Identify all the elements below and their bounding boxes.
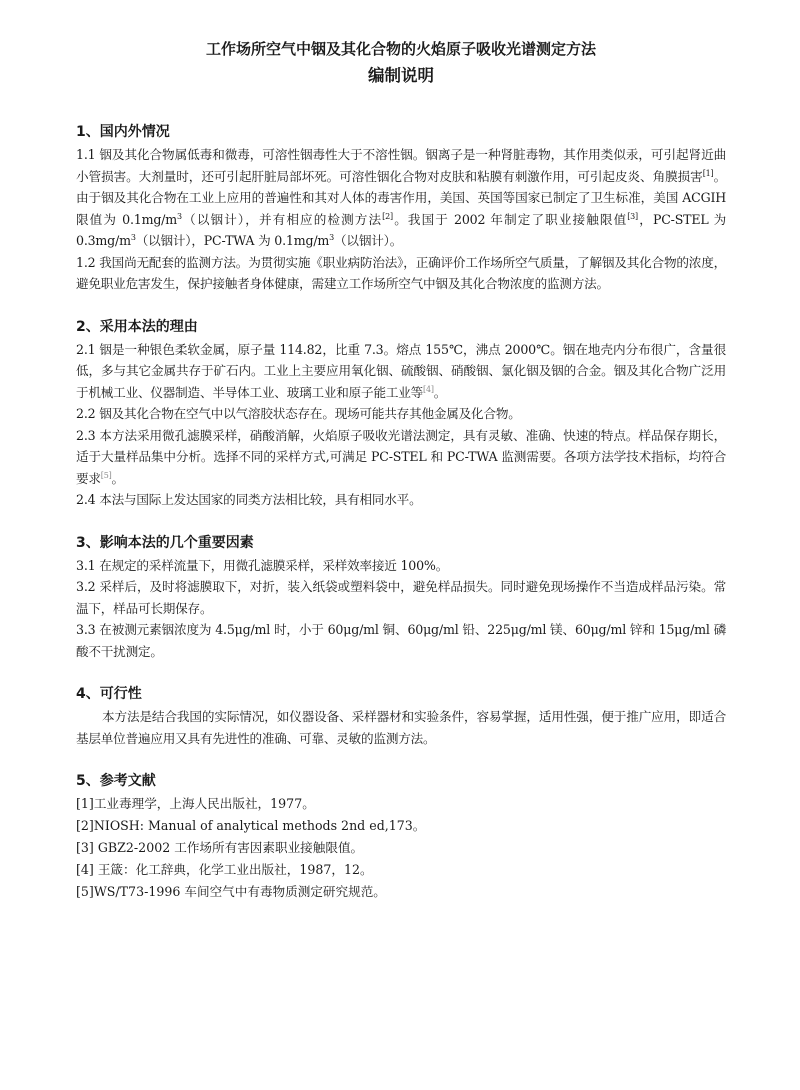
citation-2: [2]: [382, 211, 393, 221]
paragraph-2-3: [76, 425, 726, 490]
text-run: （以铟计），并有相应的检测方法: [181, 211, 383, 227]
document-title: 工作场所空气中铟及其化合物的火焰原子吸收光谱测定方法: [205, 40, 596, 58]
citation-3: [3]: [627, 211, 638, 221]
text-run: 1.1 铟及其化合物属低毒和微毒，可溶性铟毒性大于不溶性铟。铟离子是一种肾脏毒物，其作用类似汞，可引起肾近曲小管损害。大剂量时，还可引起肝脏局部坏死。可溶性铟化合物对皮肤和粘膜有刺激作用，可引起皮炎、角膜损害: [76, 147, 726, 184]
text-run: 。: [433, 384, 447, 400]
text-run: （以铟计），PC-TWA 为 0.1mg/m: [135, 233, 330, 248]
paragraph-1-1: [76, 144, 726, 252]
paragraph-2-1: [76, 339, 726, 404]
citation-1: [1]: [702, 168, 714, 178]
text-run: 。: [111, 470, 124, 486]
paragraph-1-2: 1.2 我国尚无配套的监测方法。为贯彻实施《职业病防治法》，正确评价工作场所空气质量，了解铟及其化合物的浓度，避免职业危害发生，保护接触者身体健康，需建立工作场所空气中铟及其化合物浓度的监测方法。: [76, 254, 726, 291]
paragraph-3-1: 3.1 在规定的采样流量下，用微孔滤膜采样，采样效率接近 100%。: [76, 557, 449, 573]
text-run: 。由于铟及其化合物在工业上应用的普遍性和其对人体的毒害作用，美国、英国等国家已制定了卫生标准，美国 ACGIH 限值为 0.1mg/m: [76, 168, 726, 227]
section-1-heading: 1、国内外情况: [76, 124, 170, 140]
text-run: 。我国于 2002 年制定了职业接触限值: [392, 211, 628, 227]
paragraph-3-2: 3.2 采样后，及时将滤膜取下，对折，装入纸袋或塑料袋中，避免样品损失。同时避免现场操作不当造成样品污染。常温下，样品可长期保存。: [76, 579, 726, 616]
section-4-heading: 4、可行性: [76, 686, 142, 702]
reference-item: [1]工业毒理学，上海人民出版社，1977。: [76, 796, 315, 811]
section-5: [76, 771, 726, 903]
paragraph-2-2: 2.2 铟及其化合物在空气中以气溶胶状态存在。现场可能共存其他金属及化合物。: [76, 406, 521, 421]
section-5-heading: 5、参考文献: [76, 773, 156, 789]
text-run: 2.1 铟是一种银色柔软金属，原子量 114.82，比重 7.3。熔点 155℃，沸点 2000℃。铟在地壳内分布很广，含量很低，多与其它金属共存于矿石内。工业上主要应用氧化铟、硫酸铟、硝酸铟、氯化铟及铟的合金。铟及其化合物广泛用于机械工业、仪器制造、半导体工业、玻璃工业和原子能工业等: [76, 341, 726, 400]
section-3: [76, 533, 726, 663]
unit-superscript: 3: [176, 211, 182, 221]
section-3-heading: 3、影响本法的几个重要因素: [76, 534, 254, 551]
reference-item: [2]NIOSH: Manual of analytical methods 2nd ed,173。: [76, 818, 426, 833]
section-2: [76, 317, 726, 511]
section-1: [76, 122, 726, 295]
unit-superscript: 3: [130, 233, 136, 242]
paragraph-2-4: 2.4 本法与国际上发达国家的同类方法相比较，具有相同水平。: [76, 492, 422, 507]
paragraph-3-3: 3.3 在被测元素铟浓度为 4.5μg/ml 时，小于 60μg/ml 铜、60μg/ml 铅、225μg/ml 镁、60μg/ml 锌和 15μg/ml 磷酸不干扰测定。: [76, 622, 726, 659]
section-2-heading: 2、采用本法的理由: [76, 318, 198, 335]
reference-item: [3] GBZ2-2002 工作场所有害因素职业接触限值。: [76, 840, 364, 855]
reference-item: [5]WS/T73-1996 车间空气中有毒物质测定研究规范。: [76, 884, 386, 899]
text-run: 2.3 本方法采用微孔滤膜采样，硝酸消解，火焰原子吸收光谱法测定，具有灵敏、准确、快速的特点。样品保存期长，适于大量样品集中分析。选择不同的采样方式,可满足 PC-STEL 和 PC-TWA 监测需要。各项方法学技术指标，均符合要求: [76, 427, 726, 486]
paragraph-4-1: 本方法是结合我国的实际情况，如仪器设备、采样器材和实验条件，容易掌握，适用性强，便于推广应用，即适合基层单位普遍应用又具有先进性的准确、可靠、灵敏的监测方法。: [76, 709, 726, 746]
citation-4: [4]: [423, 384, 434, 394]
text-run: ，PC-STEL 为 0.3mg/m: [76, 211, 727, 248]
unit-superscript: 3: [329, 233, 335, 242]
document-subtitle: 编制说明: [368, 66, 434, 85]
text-run: （以铟计）。: [334, 233, 403, 248]
reference-item: [4] 王箴：化工辞典，化学工业出版社，1987，12。: [76, 862, 373, 877]
citation-5: [5]: [100, 470, 112, 480]
section-4: [76, 684, 726, 749]
